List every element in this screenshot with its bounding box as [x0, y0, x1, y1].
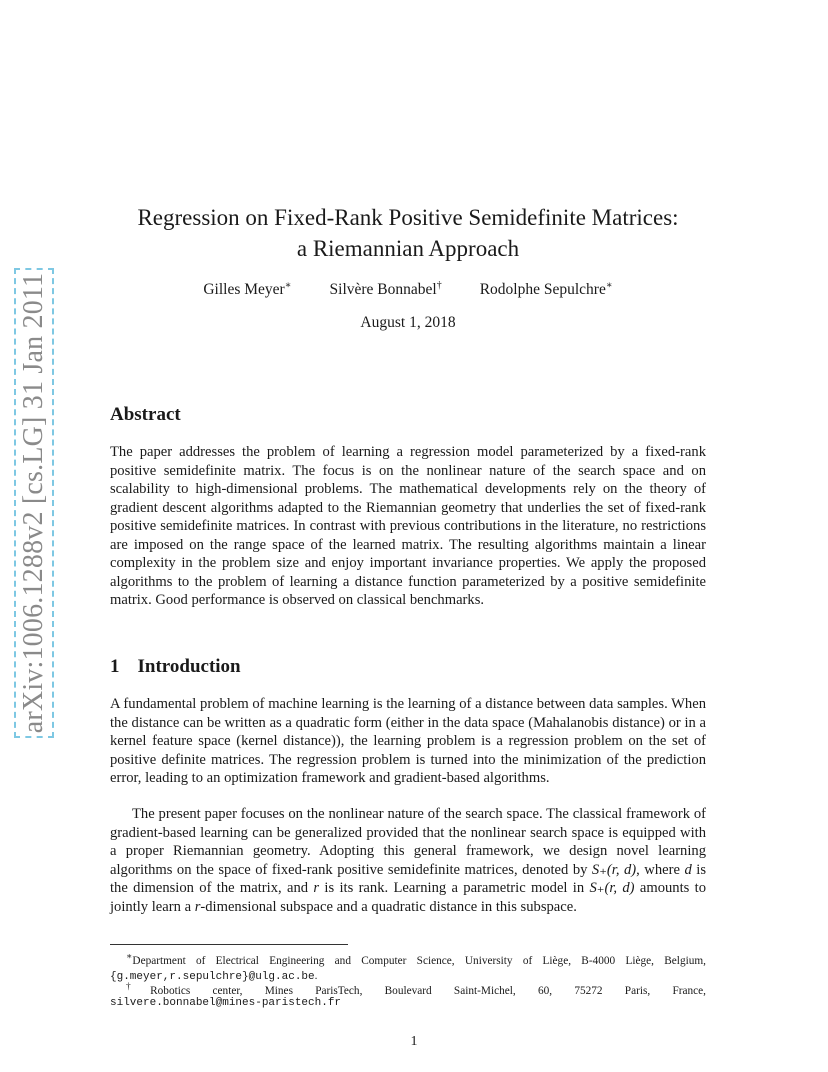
author: [480, 280, 613, 299]
author-name: Silvère Bonnabel: [329, 281, 437, 299]
footnote-divider: [110, 944, 348, 945]
footnote-text: Robotics center, Mines ParisTech, Boulevard Saint-Michel, 60, 75272 Paris, France,: [150, 984, 706, 997]
footnote-text: Department of Electrical Engineering and Computer Science, University of Liège, B-4000 Liège, Belgium,: [132, 954, 706, 967]
author-mark: ∗: [284, 280, 292, 291]
text-run: -dimensional subspace and a quadratic distance in this subspace.: [200, 898, 577, 915]
title-line-1: Regression on Fixed-Rank Positive Semidefinite Matrices:: [137, 205, 679, 230]
text-run: is its rank. Learning a parametric model in: [319, 880, 590, 896]
footnote-email: {g.meyer,r.sepulchre}@ulg.ac.be: [110, 970, 315, 983]
section-heading-introduction: [110, 656, 241, 678]
abstract-heading: Abstract: [110, 404, 181, 425]
math-symbol: S₊(r, d): [589, 880, 635, 896]
section-title: Introduction: [137, 656, 241, 677]
intro-paragraph-1: A fundamental problem of machine learning is the learning of a distance between data samples. When the distance can be written as a quadratic form (either in the data space (Mahalanobis distance) or in a kernel feature space (kernel distance)), the learning problem is a regression problem on the set of positive definite matrices. The regression problem is turned into the minimization of the prediction error, leading to an optimization framework and gradient-based algorithms.: [110, 696, 706, 786]
author: [330, 280, 442, 299]
section-number: 1: [110, 656, 120, 677]
footnote-mark: ∗: [126, 952, 133, 962]
footnote-2-email-line: [110, 995, 706, 1011]
abstract-text: The paper addresses the problem of learning a regression model parameterized by a fixed-rank positive semidefinite matrix. The focus is on the nonlinear nature of the search space and on scalability to high-dimensional problems. The mathematical developments rely on the theory of gradient descent algorithms adapted to the Riemannian geometry that underlies the set of fixed-rank positive semidefinite matrices. In contrast with previous contributions in the literature, no restrictions are imposed on the range space of the learned matrix. The resulting algorithms maintain a linear complexity in the problem size and enjoy important invariance properties. We apply the proposed algorithms to the problem of learning a distance function parameterized by a positive semidefinite matrix. Good performance is observed on classical benchmarks.: [110, 444, 706, 608]
paper-date: August 1, 2018: [360, 314, 456, 331]
arxiv-stamp: [14, 268, 54, 738]
author-mark: ∗: [605, 280, 613, 291]
author-mark: †: [436, 280, 442, 291]
title-line-2: a Riemannian Approach: [296, 236, 520, 261]
intro-paragraph-2: [110, 805, 706, 916]
arxiv-identifier: arXiv:1006.1288v2 [cs.LG] 31 Jan 2011: [18, 272, 49, 734]
page-number: 1: [410, 1034, 418, 1049]
footnote-after: .: [314, 969, 318, 982]
math-symbol: r: [313, 880, 320, 896]
math-symbol: r: [194, 898, 201, 915]
paper-title: [110, 202, 706, 264]
text-run: The present paper focuses on the nonlinear nature of the search space. The classical framework of gradient-based learning can be generalized provided that the nonlinear search space is equipped with a proper Riemannian geometry. Adopting this general framework, we design novel learning algorithms on the space of fixed-rank positive semidefinite matrices, denoted by: [110, 806, 706, 878]
author-name: Gilles Meyer: [203, 281, 285, 299]
text-run: amounts to jointly learn a: [110, 880, 707, 915]
text-run: is the dimension of the matrix, and: [110, 861, 707, 896]
footnote-email: silvere.bonnabel@mines-paristech.fr: [110, 997, 342, 1009]
author: [203, 280, 291, 299]
math-symbol: d: [684, 861, 692, 878]
footnote-mark: †: [126, 982, 151, 992]
text-run: , where: [636, 861, 685, 878]
math-symbol: S₊(r, d): [591, 861, 637, 878]
author-list: [110, 280, 706, 299]
author-name: Rodolphe Sepulchre: [479, 281, 606, 299]
